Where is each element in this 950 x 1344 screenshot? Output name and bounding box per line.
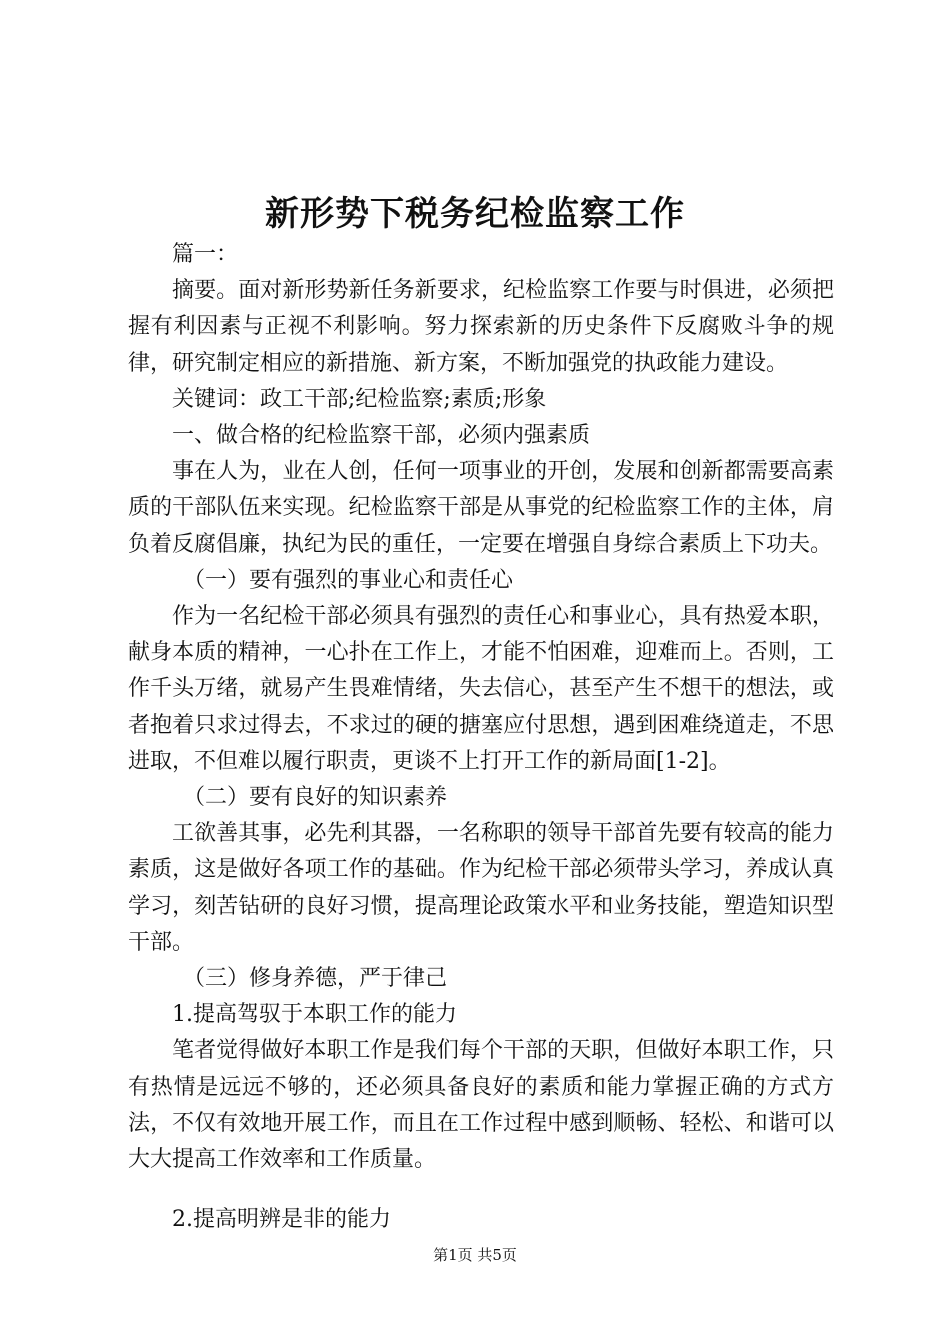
paragraph: 关键词：政工干部;纪检监察;素质;形象 [172,386,547,412]
paragraph: 作为一名纪检干部必须具有强烈的责任心和事业心，具有热爱本职，献身本质的精神，一心扑在工作上，才能不怕困难，迎难而上。否则，工作千头万绪，就易产生畏难情绪，失去信心，甚至产生不想干的想法，或者抱着只求过得去，不求过的硬的搪塞应付思想，遇到困难绕道走，不思进取，不但难以履行职责，更谈不上打开工作的新局面[1-2]。 [128,604,834,774]
paragraph: 工欲善其事，必先利其器，一名称职的领导干部首先要有较高的能力素质，这是做好各项工作的基础。作为纪检干部必须带头学习，养成认真学习，刻苦钻研的良好习惯，提高理论政策水平和业务技能，塑造知识型干部。 [128,821,834,955]
document-body [128,237,834,1238]
document-title: 新形势下税务纪检监察工作 [265,194,685,234]
subsection-heading: （二）要有良好的知识素养 [183,785,448,811]
paragraph: 事在人为，业在人创，任何一项事业的开创，发展和创新都需要高素质的干部队伍来实现。纪检监察干部是从事党的纪检监察工作的主体，肩负着反腐倡廉，执纪为民的重任，一定要在增强自身综合素质上下功夫。 [128,459,834,557]
item-heading: 2.提高明辨是非的能力 [172,1207,391,1233]
subsection-heading: （一）要有强烈的事业心和责任心 [183,567,514,593]
page-footer: 第1页 共5页 [433,1246,517,1264]
subsection-heading: （三）修身养德，严于律己 [183,966,448,992]
paragraph: 摘要。面对新形势新任务新要求，纪检监察工作要与时俱进，必须把握有利因素与正视不利影响。努力探索新的历史条件下反腐败斗争的规律，研究制定相应的新措施、新方案，不断加强党的执政能力建设。 [128,278,834,376]
paragraph: 篇一： [172,242,239,267]
paragraph: 笔者觉得做好本职工作是我们每个干部的天职，但做好本职工作，只有热情是远远不够的，还必须具备良好的素质和能力掌握正确的方式方法，不仅有效地开展工作，而且在工作过程中感到顺畅、轻松、和谐可以大大提高工作效率和工作质量。 [128,1038,834,1173]
section-heading: 一、做合格的纪检监察干部，必须内强素质 [172,423,591,449]
item-heading: 1.提高驾驭于本职工作的能力 [172,1002,457,1028]
